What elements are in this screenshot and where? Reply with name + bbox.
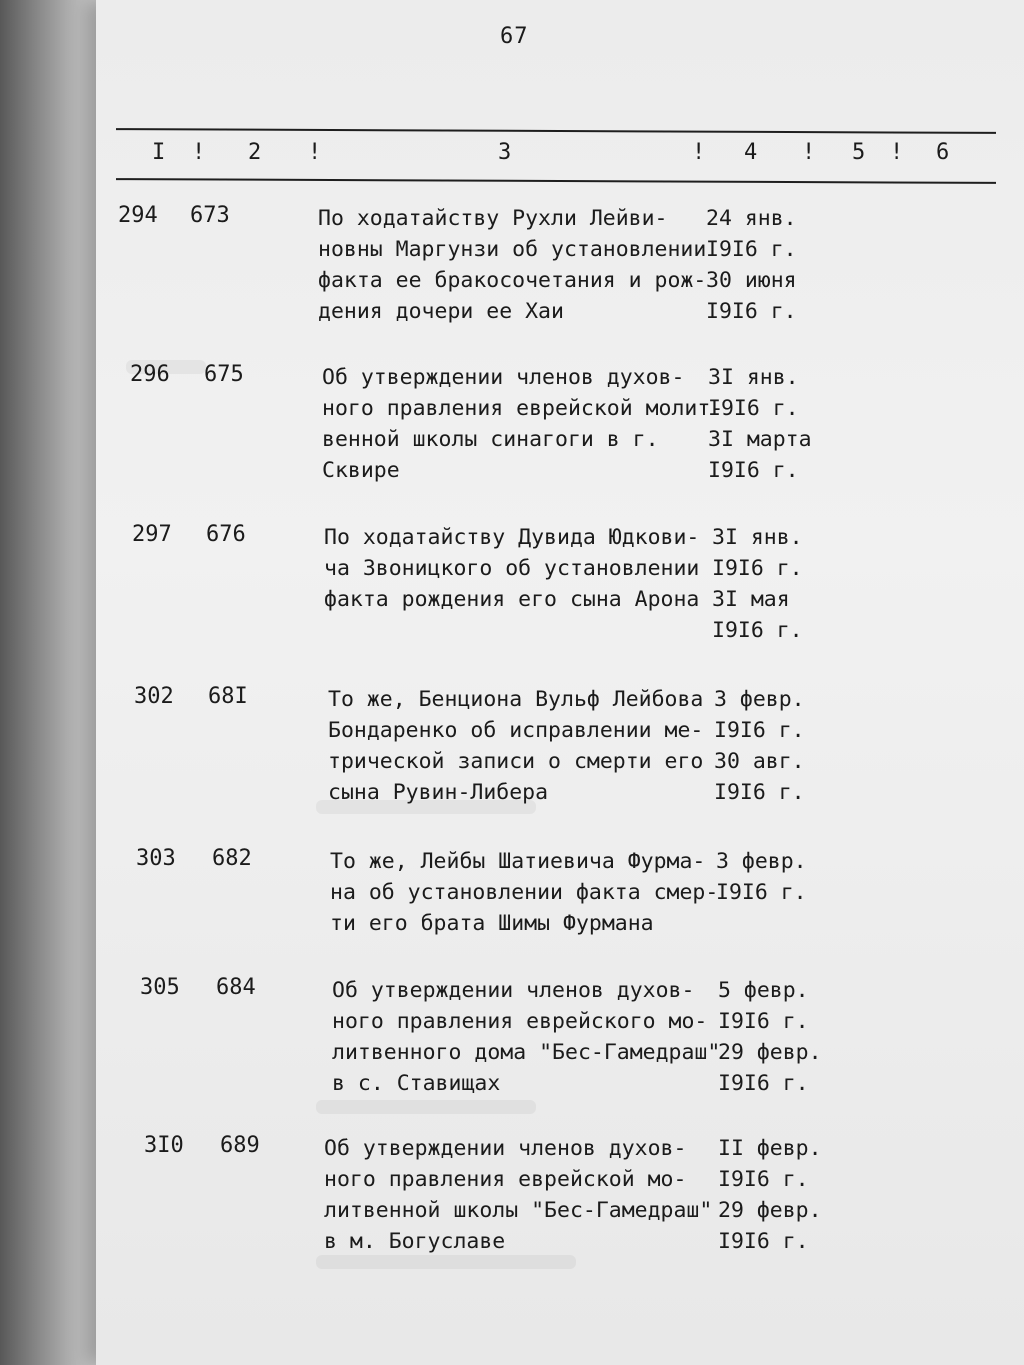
file-number: 673 xyxy=(190,203,230,228)
entry-dates: 3 февр. I9I6 г. xyxy=(716,849,807,905)
entry-number: 303 xyxy=(136,846,176,871)
entry-number: 294 xyxy=(118,203,158,228)
column-separator: ! xyxy=(890,140,904,165)
entry-dates: II февр. I9I6 г. 29 февр. I9I6 г. xyxy=(718,1136,822,1254)
entry-dates: 5 февр. I9I6 г. 29 февр. I9I6 г. xyxy=(718,978,822,1096)
entry-description: Об утверждении членов духов- ного правления еврейской мо- литвенной школы "Бес-Гамедраш" в м. Богуславе xyxy=(324,1136,713,1254)
column-header-2: 2 xyxy=(248,140,262,165)
column-separator: ! xyxy=(802,140,816,165)
table-row xyxy=(96,203,1024,333)
entry-dates: 3I янв. I9I6 г. 3I марта I9I6 г. xyxy=(708,365,812,483)
entry-dates: 3I янв. I9I6 г. 3I мая I9I6 г. xyxy=(712,525,803,643)
column-header-1: I xyxy=(152,140,166,165)
entry-description: По ходатайству Дувида Юдкови- ча Звоницкого об установлении факта рождения его сына Арона xyxy=(324,525,700,612)
table-row xyxy=(96,522,1024,652)
table-row xyxy=(96,362,1024,492)
entry-dates: 24 янв. I9I6 г. 30 июня I9I6 г. xyxy=(706,206,797,324)
entry-number: 302 xyxy=(134,684,174,709)
column-header-4: 4 xyxy=(744,140,758,165)
entry-number: 296 xyxy=(130,362,170,387)
entry-description: То же, Лейбы Шатиевича Фурма- на об установлении факта смер- ти его брата Шимы Фурмана xyxy=(330,849,719,936)
entry-description: Об утверждении членов духов- ного правления еврейской молит- венной школы синагоги в г. Сквире xyxy=(322,365,724,483)
entry-number: 297 xyxy=(132,522,172,547)
file-number: 689 xyxy=(220,1133,260,1158)
table-row xyxy=(96,975,1024,1105)
page-number: 67 xyxy=(500,24,529,49)
document-page xyxy=(96,0,1024,1365)
header-bottom-rule xyxy=(116,178,996,184)
file-number: 676 xyxy=(206,522,246,547)
entry-number: 3I0 xyxy=(144,1133,184,1158)
column-header-6: 6 xyxy=(936,140,950,165)
column-separator: ! xyxy=(192,140,206,165)
column-separator: ! xyxy=(308,140,322,165)
header-top-rule xyxy=(116,128,996,134)
table-row xyxy=(96,684,1024,814)
entry-description: То же, Бенциона Вульф Лейбова Бондаренко об исправлении ме- трической записи о смерти его сына Рувин-Либера xyxy=(328,687,704,805)
entry-description: По ходатайству Рухли Лейви- новны Маргунзи об установлении факта ее бракосочетания и рож- дения дочери ее Хаи xyxy=(318,206,707,324)
table-row xyxy=(96,1133,1024,1263)
file-number: 684 xyxy=(216,975,256,1000)
column-separator: ! xyxy=(692,140,706,165)
entry-number: 305 xyxy=(140,975,180,1000)
file-number: 68I xyxy=(208,684,248,709)
file-number: 675 xyxy=(204,362,244,387)
table-row xyxy=(96,846,1024,976)
column-header-5: 5 xyxy=(852,140,866,165)
entry-description: Об утверждении членов духов- ного правления еврейского мо- литвенного дома "Бес-Гамедраш" в с. Ставищах xyxy=(332,978,721,1096)
entry-dates: 3 февр. I9I6 г. 30 авг. I9I6 г. xyxy=(714,687,805,805)
column-header-3: 3 xyxy=(498,140,512,165)
file-number: 682 xyxy=(212,846,252,871)
